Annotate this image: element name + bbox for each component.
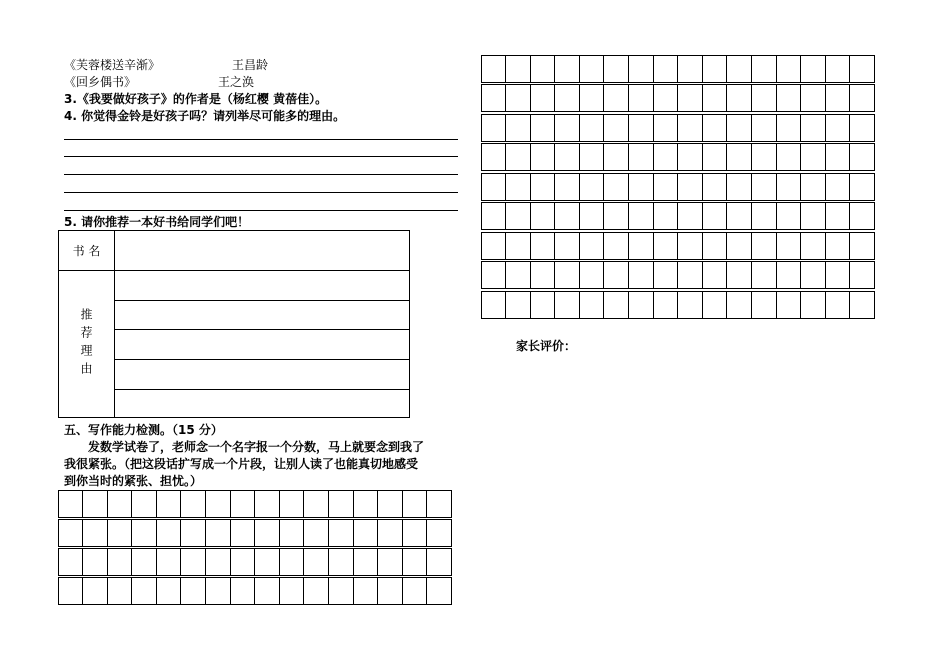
grid-cell[interactable] <box>776 143 802 171</box>
grid-cell[interactable] <box>653 261 679 289</box>
reason-label: 推荐理由 <box>79 308 93 380</box>
grid-cell[interactable] <box>554 55 580 83</box>
section-5-line-1: 发数学试卷了，老师念一个名字报一个分数，马上就要念到我了 <box>64 440 425 454</box>
grid-cell[interactable] <box>303 519 329 547</box>
grid-cell[interactable] <box>505 173 531 201</box>
grid-cell[interactable] <box>653 202 679 230</box>
grid-cell[interactable] <box>825 232 851 260</box>
grid-cell[interactable] <box>505 84 531 112</box>
grid-cell[interactable] <box>107 548 133 576</box>
grid-cell[interactable] <box>726 232 752 260</box>
grid-cell[interactable] <box>530 261 556 289</box>
grid-cell[interactable] <box>800 114 826 142</box>
grid-cell[interactable] <box>530 84 556 112</box>
grid-cell[interactable] <box>426 519 452 547</box>
grid-cell[interactable] <box>481 291 507 319</box>
grid-cell[interactable] <box>353 577 379 605</box>
grid-cell[interactable] <box>377 490 403 518</box>
grid-cell[interactable] <box>677 202 703 230</box>
grid-cell[interactable] <box>402 519 428 547</box>
grid-cell[interactable] <box>677 261 703 289</box>
grid-cell[interactable] <box>254 548 280 576</box>
grid-cell[interactable] <box>825 173 851 201</box>
grid-cell[interactable] <box>131 548 157 576</box>
grid-cell[interactable] <box>377 577 403 605</box>
grid-cell[interactable] <box>628 232 654 260</box>
grid-cell[interactable] <box>849 232 875 260</box>
grid-cell[interactable] <box>800 55 826 83</box>
grid-cell[interactable] <box>530 232 556 260</box>
grid-cell[interactable] <box>751 114 777 142</box>
grid-cell[interactable] <box>156 577 182 605</box>
grid-cell[interactable] <box>702 202 728 230</box>
grid-cell[interactable] <box>554 291 580 319</box>
grid-cell[interactable] <box>131 519 157 547</box>
grid-cell[interactable] <box>776 202 802 230</box>
grid-cell[interactable] <box>505 291 531 319</box>
grid-cell[interactable] <box>726 202 752 230</box>
grid-cell[interactable] <box>677 55 703 83</box>
book-recommendation-table <box>58 230 410 418</box>
grid-cell[interactable] <box>579 232 605 260</box>
poem-row-2 <box>64 73 136 90</box>
answer-line[interactable] <box>64 156 458 157</box>
book-name-label: 书 名 <box>72 244 101 258</box>
grid-cell[interactable] <box>254 519 280 547</box>
reason-row-divider <box>115 359 409 360</box>
grid-cell[interactable] <box>530 291 556 319</box>
grid-cell[interactable] <box>726 55 752 83</box>
grid-cell[interactable] <box>628 173 654 201</box>
grid-cell[interactable] <box>776 84 802 112</box>
grid-cell[interactable] <box>402 548 428 576</box>
grid-cell[interactable] <box>825 202 851 230</box>
book-name-input[interactable] <box>115 231 409 271</box>
grid-cell[interactable] <box>776 55 802 83</box>
grid-cell[interactable] <box>751 55 777 83</box>
grid-cell[interactable] <box>377 548 403 576</box>
grid-cell[interactable] <box>131 490 157 518</box>
grid-cell[interactable] <box>481 84 507 112</box>
grid-cell[interactable] <box>751 84 777 112</box>
grid-cell[interactable] <box>751 143 777 171</box>
grid-cell[interactable] <box>726 143 752 171</box>
grid-cell[interactable] <box>530 55 556 83</box>
grid-cell[interactable] <box>800 173 826 201</box>
grid-cell[interactable] <box>702 261 728 289</box>
grid-cell[interactable] <box>702 291 728 319</box>
grid-cell[interactable] <box>505 261 531 289</box>
question-5: 5. 请你推荐一本好书给同学们吧！ <box>64 215 250 229</box>
grid-cell[interactable] <box>205 519 231 547</box>
grid-cell[interactable] <box>677 291 703 319</box>
answer-line[interactable] <box>64 174 458 175</box>
question-3: 3.《我要做好孩子》的作者是（杨红樱 黄蓓佳）。 <box>64 92 328 106</box>
grid-cell[interactable] <box>58 577 84 605</box>
grid-cell[interactable] <box>653 291 679 319</box>
grid-cell[interactable] <box>603 261 629 289</box>
grid-cell[interactable] <box>825 84 851 112</box>
reason-row-divider <box>115 329 409 330</box>
grid-cell[interactable] <box>230 490 256 518</box>
grid-cell[interactable] <box>751 232 777 260</box>
grid-cell[interactable] <box>849 202 875 230</box>
grid-cell[interactable] <box>554 232 580 260</box>
grid-cell[interactable] <box>58 548 84 576</box>
grid-cell[interactable] <box>156 548 182 576</box>
grid-cell[interactable] <box>254 577 280 605</box>
grid-cell[interactable] <box>849 114 875 142</box>
grid-cell[interactable] <box>180 577 206 605</box>
grid-cell[interactable] <box>554 173 580 201</box>
grid-cell[interactable] <box>82 490 108 518</box>
poem-row-1 <box>64 56 160 73</box>
grid-cell[interactable] <box>603 291 629 319</box>
grid-cell[interactable] <box>328 519 354 547</box>
grid-cell[interactable] <box>726 291 752 319</box>
grid-cell[interactable] <box>353 548 379 576</box>
grid-cell[interactable] <box>702 173 728 201</box>
grid-cell[interactable] <box>603 232 629 260</box>
grid-cell[interactable] <box>180 490 206 518</box>
grid-cell[interactable] <box>481 143 507 171</box>
grid-cell[interactable] <box>505 143 531 171</box>
grid-cell[interactable] <box>628 202 654 230</box>
grid-cell[interactable] <box>702 55 728 83</box>
grid-cell[interactable] <box>279 577 305 605</box>
parent-evaluation-label: 家长评价： <box>516 339 577 353</box>
grid-cell[interactable] <box>530 173 556 201</box>
grid-cell[interactable] <box>628 261 654 289</box>
grid-cell[interactable] <box>254 490 280 518</box>
grid-cell[interactable] <box>603 143 629 171</box>
grid-cell[interactable] <box>702 114 728 142</box>
reason-row-divider <box>115 300 409 301</box>
grid-cell[interactable] <box>776 261 802 289</box>
poem-title-2: 《回乡偶书》 <box>64 75 137 89</box>
grid-cell[interactable] <box>554 114 580 142</box>
grid-cell[interactable] <box>481 173 507 201</box>
grid-cell[interactable] <box>653 114 679 142</box>
grid-cell[interactable] <box>603 114 629 142</box>
grid-cell[interactable] <box>505 202 531 230</box>
grid-cell[interactable] <box>303 577 329 605</box>
grid-cell[interactable] <box>653 55 679 83</box>
grid-cell[interactable] <box>702 232 728 260</box>
grid-cell[interactable] <box>328 577 354 605</box>
grid-cell[interactable] <box>505 114 531 142</box>
grid-cell[interactable] <box>677 173 703 201</box>
grid-cell[interactable] <box>702 84 728 112</box>
grid-cell[interactable] <box>481 261 507 289</box>
writing-grid-right[interactable] <box>481 55 875 318</box>
grid-cell[interactable] <box>402 490 428 518</box>
grid-cell[interactable] <box>825 114 851 142</box>
answer-line[interactable] <box>64 210 458 211</box>
grid-cell[interactable] <box>402 577 428 605</box>
grid-cell[interactable] <box>554 202 580 230</box>
grid-cell[interactable] <box>205 490 231 518</box>
grid-cell[interactable] <box>377 519 403 547</box>
answer-line[interactable] <box>64 139 458 140</box>
grid-cell[interactable] <box>603 55 629 83</box>
grid-cell[interactable] <box>426 548 452 576</box>
reason-label-cell <box>59 271 115 417</box>
grid-cell[interactable] <box>107 519 133 547</box>
grid-cell[interactable] <box>107 490 133 518</box>
grid-cell[interactable] <box>628 84 654 112</box>
grid-cell[interactable] <box>677 232 703 260</box>
grid-cell[interactable] <box>702 143 728 171</box>
grid-cell[interactable] <box>505 232 531 260</box>
grid-cell[interactable] <box>677 84 703 112</box>
grid-cell[interactable] <box>628 55 654 83</box>
grid-cell[interactable] <box>426 490 452 518</box>
grid-cell[interactable] <box>776 173 802 201</box>
grid-cell[interactable] <box>205 577 231 605</box>
grid-cell[interactable] <box>579 84 605 112</box>
poem-title-1: 《芙蓉楼送辛渐》 <box>64 58 161 72</box>
grid-cell[interactable] <box>603 173 629 201</box>
poem-author-2: 王之涣 <box>218 75 255 89</box>
question-4: 4. 你觉得金铃是好孩子吗？请列举尽可能多的理由。 <box>64 109 346 123</box>
section-5-line-2: 我很紧张。（把这段话扩写成一个片段，让别人读了也能真切地感受 <box>64 457 419 471</box>
grid-cell[interactable] <box>726 173 752 201</box>
grid-cell[interactable] <box>726 114 752 142</box>
grid-cell[interactable] <box>505 55 531 83</box>
grid-cell[interactable] <box>800 143 826 171</box>
grid-cell[interactable] <box>849 84 875 112</box>
section-5-heading: 五、写作能力检测。（15 分） <box>64 423 223 437</box>
grid-cell[interactable] <box>800 202 826 230</box>
grid-cell[interactable] <box>653 143 679 171</box>
grid-cell[interactable] <box>303 548 329 576</box>
grid-cell[interactable] <box>481 55 507 83</box>
grid-cell[interactable] <box>554 84 580 112</box>
grid-cell[interactable] <box>303 490 329 518</box>
grid-cell[interactable] <box>579 202 605 230</box>
grid-cell[interactable] <box>579 291 605 319</box>
grid-cell[interactable] <box>180 519 206 547</box>
grid-cell[interactable] <box>156 519 182 547</box>
grid-cell[interactable] <box>530 202 556 230</box>
grid-cell[interactable] <box>353 490 379 518</box>
grid-cell[interactable] <box>279 490 305 518</box>
grid-cell[interactable] <box>579 261 605 289</box>
grid-cell[interactable] <box>628 114 654 142</box>
writing-grid-left[interactable] <box>58 490 452 604</box>
grid-cell[interactable] <box>579 55 605 83</box>
grid-cell[interactable] <box>328 548 354 576</box>
grid-cell[interactable] <box>481 114 507 142</box>
grid-cell[interactable] <box>328 490 354 518</box>
grid-cell[interactable] <box>82 519 108 547</box>
grid-cell[interactable] <box>579 114 605 142</box>
grid-cell[interactable] <box>776 114 802 142</box>
grid-cell[interactable] <box>603 202 629 230</box>
grid-cell[interactable] <box>603 84 629 112</box>
grid-cell[interactable] <box>825 55 851 83</box>
grid-cell[interactable] <box>776 232 802 260</box>
grid-cell[interactable] <box>849 55 875 83</box>
grid-cell[interactable] <box>481 232 507 260</box>
grid-cell[interactable] <box>677 143 703 171</box>
grid-cell[interactable] <box>849 261 875 289</box>
grid-cell[interactable] <box>58 519 84 547</box>
grid-cell[interactable] <box>530 143 556 171</box>
answer-line[interactable] <box>64 192 458 193</box>
grid-cell[interactable] <box>554 261 580 289</box>
grid-cell[interactable] <box>131 577 157 605</box>
grid-cell[interactable] <box>205 548 231 576</box>
grid-cell[interactable] <box>82 577 108 605</box>
grid-cell[interactable] <box>825 143 851 171</box>
poem-author-1: 王昌龄 <box>232 58 269 72</box>
grid-cell[interactable] <box>800 261 826 289</box>
grid-cell[interactable] <box>825 291 851 319</box>
grid-cell[interactable] <box>82 548 108 576</box>
grid-cell[interactable] <box>628 291 654 319</box>
grid-cell[interactable] <box>554 143 580 171</box>
grid-cell[interactable] <box>180 548 206 576</box>
reason-row-divider <box>115 389 409 390</box>
grid-cell[interactable] <box>579 173 605 201</box>
grid-cell[interactable] <box>653 84 679 112</box>
grid-cell[interactable] <box>751 261 777 289</box>
book-name-label-cell <box>59 231 115 271</box>
grid-cell[interactable] <box>776 291 802 319</box>
grid-cell[interactable] <box>58 490 84 518</box>
grid-cell[interactable] <box>849 173 875 201</box>
grid-cell[interactable] <box>726 261 752 289</box>
grid-cell[interactable] <box>628 143 654 171</box>
grid-cell[interactable] <box>726 84 752 112</box>
grid-cell[interactable] <box>849 143 875 171</box>
grid-cell[interactable] <box>751 173 777 201</box>
grid-cell[interactable] <box>481 202 507 230</box>
grid-cell[interactable] <box>230 577 256 605</box>
grid-cell[interactable] <box>426 577 452 605</box>
grid-cell[interactable] <box>653 173 679 201</box>
grid-cell[interactable] <box>653 232 679 260</box>
grid-cell[interactable] <box>800 84 826 112</box>
grid-cell[interactable] <box>800 291 826 319</box>
grid-cell[interactable] <box>279 548 305 576</box>
grid-cell[interactable] <box>230 548 256 576</box>
grid-cell[interactable] <box>800 232 826 260</box>
grid-cell[interactable] <box>677 114 703 142</box>
grid-cell[interactable] <box>825 261 851 289</box>
grid-cell[interactable] <box>751 202 777 230</box>
grid-cell[interactable] <box>530 114 556 142</box>
grid-cell[interactable] <box>751 291 777 319</box>
grid-cell[interactable] <box>156 490 182 518</box>
grid-cell[interactable] <box>230 519 256 547</box>
grid-cell[interactable] <box>353 519 379 547</box>
grid-cell[interactable] <box>849 291 875 319</box>
grid-cell[interactable] <box>107 577 133 605</box>
grid-cell[interactable] <box>279 519 305 547</box>
section-5-line-3: 到你当时的紧张、担忧。） <box>64 474 203 488</box>
grid-cell[interactable] <box>579 143 605 171</box>
